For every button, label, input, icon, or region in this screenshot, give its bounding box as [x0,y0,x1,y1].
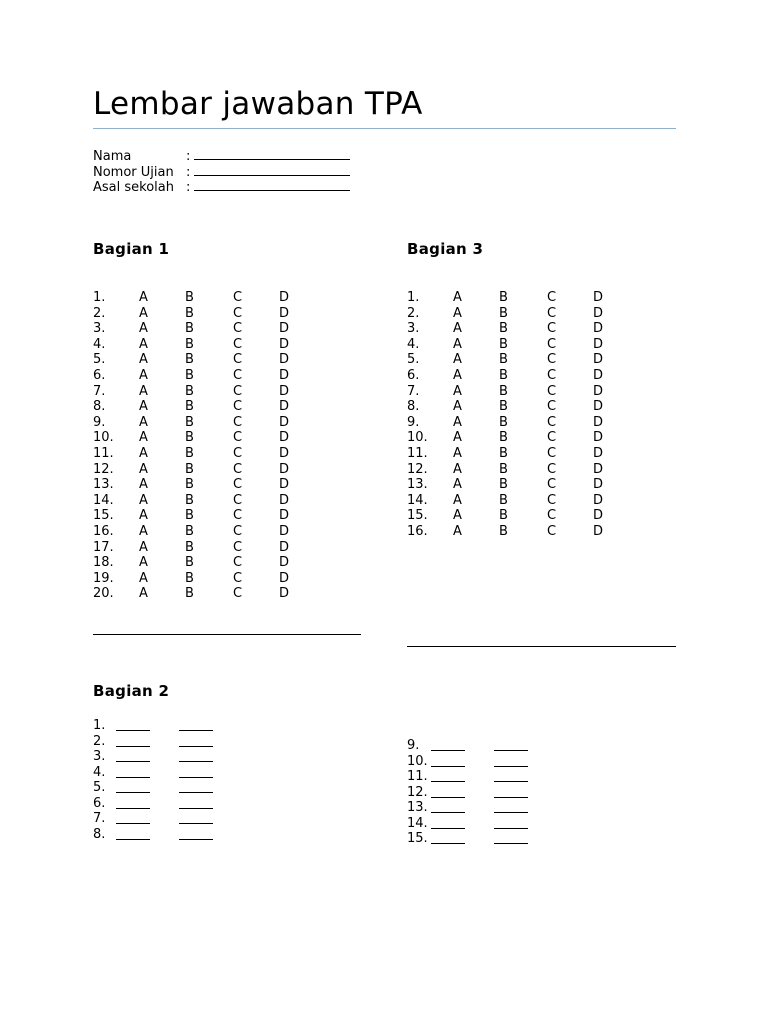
field-separator: : [186,164,191,180]
field-label: Asal sekolah [93,180,174,196]
field-row [93,164,350,181]
option-a[interactable]: A [453,305,462,321]
option-a[interactable]: A [453,383,462,399]
option-b[interactable]: B [185,586,194,602]
option-b[interactable]: B [185,570,194,586]
option-b[interactable]: B [185,336,194,352]
option-b[interactable]: B [499,414,508,430]
question-number: 7. [93,383,106,399]
option-a[interactable]: A [453,461,462,477]
bagian-1-heading: Bagian 1 [93,240,170,258]
question-number: 14. [407,492,428,508]
option-b[interactable]: B [185,477,194,493]
question-number: 11. [407,445,428,461]
option-a[interactable]: A [139,477,148,493]
option-b[interactable]: B [499,367,508,383]
option-a[interactable]: A [139,523,148,539]
answer-blank[interactable] [494,781,528,782]
question-number: 12. [93,461,114,477]
answer-blank[interactable] [494,828,528,829]
question-number: 17. [93,539,114,555]
option-c[interactable]: C [233,508,243,524]
option-a[interactable]: A [139,539,148,555]
option-b[interactable]: B [499,399,508,415]
option-d[interactable]: D [593,383,604,399]
option-a[interactable]: A [453,430,462,446]
answer-blank[interactable] [431,843,465,844]
option-d[interactable]: D [593,445,604,461]
question-number: 6. [93,795,106,811]
option-c[interactable]: C [233,305,243,321]
option-c[interactable]: C [547,445,557,461]
option-a[interactable]: A [139,492,148,508]
option-d[interactable]: D [279,523,290,539]
option-a[interactable]: A [453,508,462,524]
question-number: 20. [93,586,114,602]
option-a[interactable]: A [453,336,462,352]
answer-blank[interactable] [116,761,150,762]
option-d[interactable]: D [593,305,604,321]
option-d[interactable]: D [593,461,604,477]
option-b[interactable]: B [499,290,508,305]
option-b[interactable]: B [499,430,508,446]
bagian-3-heading: Bagian 3 [407,240,484,258]
question-number: 5. [93,352,106,368]
answer-blank[interactable] [494,797,528,798]
option-b[interactable]: B [185,414,194,430]
question-number: 13. [407,477,428,493]
option-c[interactable]: C [233,492,243,508]
option-d[interactable]: D [593,367,604,383]
option-d[interactable]: D [279,383,290,399]
option-d[interactable]: D [593,523,604,539]
option-b[interactable]: B [185,508,194,524]
option-c[interactable]: C [233,321,243,337]
bagian-3-divider [407,646,676,647]
option-a[interactable]: A [453,492,462,508]
question-number: 4. [407,336,420,352]
question-number: 16. [93,523,114,539]
option-b[interactable]: B [185,352,194,368]
field-blank[interactable] [194,148,350,160]
option-c[interactable]: C [233,445,243,461]
option-b[interactable]: B [185,321,194,337]
option-c[interactable]: C [233,539,243,555]
field-row [93,148,350,165]
option-b[interactable]: B [499,383,508,399]
answer-blank[interactable] [179,746,213,747]
option-c[interactable]: C [547,414,557,430]
question-number: 13. [407,800,428,815]
question-number: 14. [407,815,428,831]
answer-blank[interactable] [431,750,465,751]
option-d[interactable]: D [279,555,290,571]
question-number: 3. [407,321,420,337]
option-c[interactable]: C [547,523,557,539]
question-number: 4. [93,336,106,352]
question-number: 1. [93,718,106,733]
option-b[interactable]: B [499,305,508,321]
question-number: 16. [407,523,428,539]
option-d[interactable]: D [593,508,604,524]
option-a[interactable]: A [139,586,148,602]
field-label: Nama [93,149,132,164]
question-number: 8. [93,399,106,415]
option-a[interactable]: A [139,430,148,446]
answer-blank[interactable] [116,808,150,809]
question-number: 5. [407,352,420,368]
field-blank[interactable] [194,164,350,176]
question-number: 9. [93,414,106,430]
option-c[interactable]: C [547,492,557,508]
answer-blank[interactable] [431,797,465,798]
question-number: 19. [93,570,114,586]
option-c[interactable]: C [547,508,557,524]
option-b[interactable]: B [499,321,508,337]
question-number: 9. [407,414,420,430]
question-number: 2. [407,305,420,321]
question-number: 11. [93,445,114,461]
question-number: 13. [93,477,114,493]
answer-blank[interactable] [431,812,465,813]
answer-blank[interactable] [116,777,150,778]
option-d[interactable]: D [279,336,290,352]
option-b[interactable]: B [185,383,194,399]
option-d[interactable]: D [593,492,604,508]
option-d[interactable]: D [279,586,290,602]
option-c[interactable]: C [547,336,557,352]
option-a[interactable]: A [453,414,462,430]
option-c[interactable]: C [233,290,243,305]
option-a[interactable]: A [139,445,148,461]
option-c[interactable]: C [233,414,243,430]
answer-blank[interactable] [116,823,150,824]
option-b[interactable]: B [185,523,194,539]
question-number: 1. [407,290,420,305]
option-a[interactable]: A [453,352,462,368]
answer-blank[interactable] [179,808,213,809]
bagian-2-heading: Bagian 2 [93,682,170,700]
field-blank[interactable] [194,179,350,191]
option-b[interactable]: B [499,477,508,493]
option-d[interactable]: D [279,539,290,555]
option-c[interactable]: C [547,367,557,383]
option-a[interactable]: A [453,445,462,461]
option-d[interactable]: D [593,352,604,368]
option-d[interactable]: D [279,445,290,461]
question-number: 10. [407,753,428,769]
answer-blank[interactable] [116,839,150,840]
option-a[interactable]: A [453,321,462,337]
question-number: 1. [93,290,106,305]
option-c[interactable]: C [233,461,243,477]
option-c[interactable]: C [233,477,243,493]
option-a[interactable]: A [453,477,462,493]
question-number: 8. [93,826,106,842]
option-c[interactable]: C [547,352,557,368]
title-divider [93,128,676,129]
answer-blank[interactable] [179,761,213,762]
answer-blank[interactable] [431,766,465,767]
option-a[interactable]: A [139,321,148,337]
page-title: Lembar jawaban TPA [93,86,423,122]
question-number: 14. [93,492,114,508]
option-c[interactable]: C [547,305,557,321]
answer-blank[interactable] [116,792,150,793]
option-c[interactable]: C [233,555,243,571]
option-c[interactable]: C [233,352,243,368]
option-a[interactable]: A [139,570,148,586]
question-number: 2. [93,305,106,321]
question-number: 12. [407,461,428,477]
field-separator: : [186,149,191,164]
option-b[interactable]: B [499,445,508,461]
option-c[interactable]: C [233,523,243,539]
option-b[interactable]: B [499,508,508,524]
question-number: 6. [93,367,106,383]
question-number: 3. [93,321,106,337]
option-c[interactable]: C [233,570,243,586]
option-c[interactable]: C [547,477,557,493]
option-b[interactable]: B [185,305,194,321]
option-b[interactable]: B [499,492,508,508]
question-number: 8. [407,399,420,415]
option-c[interactable]: C [547,321,557,337]
option-d[interactable]: D [279,570,290,586]
option-a[interactable]: A [453,367,462,383]
answer-blank[interactable] [116,730,150,731]
option-d[interactable]: D [279,430,290,446]
option-c[interactable]: C [547,290,557,305]
option-a[interactable]: A [139,352,148,368]
option-b[interactable]: B [185,399,194,415]
option-a[interactable]: A [139,383,148,399]
option-b[interactable]: B [499,352,508,368]
question-number: 2. [93,733,106,749]
option-b[interactable]: B [185,290,194,305]
option-c[interactable]: C [547,383,557,399]
answer-blank[interactable] [179,792,213,793]
option-b[interactable]: B [185,367,194,383]
option-d[interactable]: D [279,367,290,383]
question-number: 15. [407,831,428,846]
option-a[interactable]: A [453,290,462,305]
option-a[interactable]: A [139,305,148,321]
question-number: 7. [93,811,106,826]
answer-blank[interactable] [116,746,150,747]
answer-blank[interactable] [179,839,213,840]
answer-blank[interactable] [431,781,465,782]
option-b[interactable]: B [185,430,194,446]
question-number: 15. [407,508,428,524]
answer-blank[interactable] [179,777,213,778]
option-c[interactable]: C [233,399,243,415]
option-d[interactable]: D [279,492,290,508]
answer-blank[interactable] [494,812,528,813]
answer-blank[interactable] [431,828,465,829]
field-label: Nomor Ujian [93,164,174,180]
option-b[interactable]: B [185,555,194,571]
option-b[interactable]: B [185,445,194,461]
answer-blank[interactable] [494,843,528,844]
option-a[interactable]: A [453,399,462,415]
option-c[interactable]: C [233,336,243,352]
option-d[interactable]: D [279,399,290,415]
option-b[interactable]: B [185,492,194,508]
answer-blank[interactable] [179,823,213,824]
option-c[interactable]: C [233,586,243,602]
option-c[interactable]: C [547,399,557,415]
option-b[interactable]: B [499,461,508,477]
option-d[interactable]: D [593,430,604,446]
question-number: 4. [93,764,106,780]
answer-blank[interactable] [494,750,528,751]
option-d[interactable]: D [593,336,604,352]
option-d[interactable]: D [279,414,290,430]
option-d[interactable]: D [593,399,604,415]
question-number: 18. [93,555,114,571]
option-c[interactable]: C [233,430,243,446]
option-a[interactable]: A [139,336,148,352]
question-number: 10. [407,430,428,446]
option-c[interactable]: C [233,367,243,383]
option-d[interactable]: D [279,477,290,493]
option-a[interactable]: A [139,461,148,477]
option-a[interactable]: A [139,555,148,571]
option-a[interactable]: A [139,367,148,383]
option-d[interactable]: D [279,290,290,305]
field-row [93,179,350,196]
option-d[interactable]: D [279,508,290,524]
question-number: 11. [407,769,428,784]
question-number: 10. [93,430,114,446]
question-number: 5. [93,780,106,795]
option-c[interactable]: C [547,430,557,446]
option-d[interactable]: D [279,305,290,321]
option-c[interactable]: C [547,461,557,477]
option-a[interactable]: A [139,414,148,430]
option-d[interactable]: D [279,461,290,477]
option-d[interactable]: D [279,321,290,337]
option-b[interactable]: B [185,539,194,555]
option-d[interactable]: D [279,352,290,368]
option-a[interactable]: A [139,508,148,524]
option-d[interactable]: D [593,414,604,430]
answer-blank[interactable] [179,730,213,731]
question-number: 9. [407,738,420,753]
bagian-1-divider [93,634,361,635]
option-c[interactable]: C [233,383,243,399]
option-d[interactable]: D [593,321,604,337]
option-a[interactable]: A [453,523,462,539]
question-number: 12. [407,784,428,800]
answer-blank[interactable] [494,766,528,767]
question-number: 6. [407,367,420,383]
field-separator: : [186,180,191,196]
question-number: 15. [93,508,114,524]
question-number: 3. [93,749,106,764]
question-number: 7. [407,383,420,399]
option-b[interactable]: B [499,523,508,539]
option-b[interactable]: B [499,336,508,352]
option-d[interactable]: D [593,477,604,493]
option-d[interactable]: D [593,290,604,305]
option-b[interactable]: B [185,461,194,477]
option-a[interactable]: A [139,399,148,415]
option-a[interactable]: A [139,290,148,305]
